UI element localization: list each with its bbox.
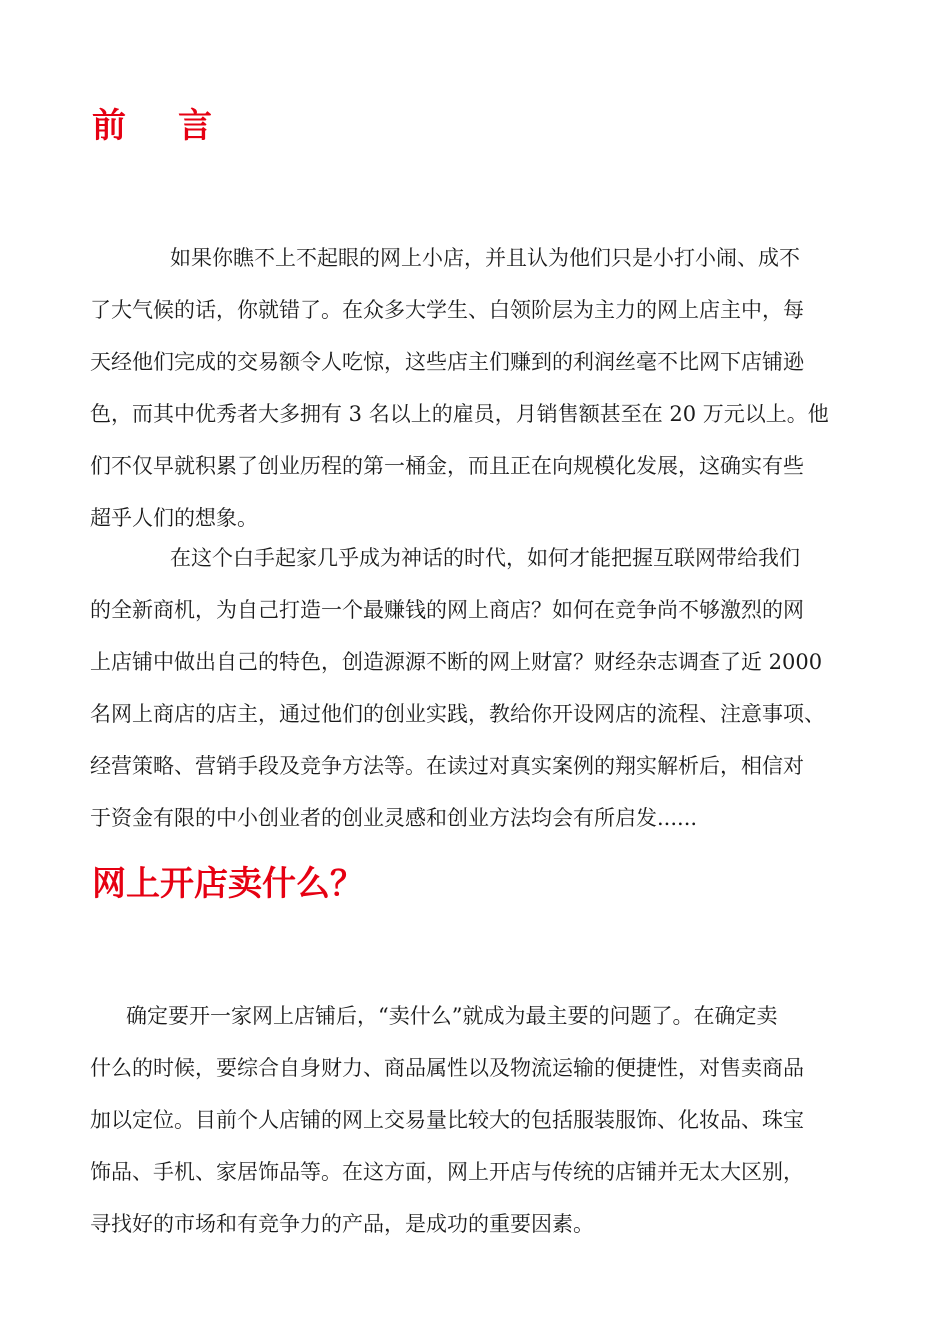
paragraph-line: 名网上商店的店主，通过他们的创业实践，教给你开设网店的流程、注意事项、 (90, 702, 825, 726)
paragraph-line: 确定要开一家网上店铺后，“卖什么”就成为最主要的问题了。在确定卖 (126, 1004, 778, 1028)
paragraph-line: 经营策略、营销手段及竞争方法等。在读过对真实案例的翔实解析后，相信对 (90, 754, 804, 778)
paragraph-line: 如果你瞧不上不起眼的网上小店，并且认为他们只是小打小闹、成不 (170, 246, 800, 270)
preface-heading-left: 前 (92, 106, 128, 146)
paragraph-line: 的全新商机，为自己打造一个最赚钱的网上商店？如何在竞争尚不够激烈的网 (90, 598, 804, 622)
paragraph-line: 在这个白手起家几乎成为神话的时代，如何才能把握互联网带给我们 (170, 546, 800, 570)
section-paragraph-what-to-sell (90, 990, 860, 1250)
paragraph-line: 加以定位。目前个人店铺的网上交易量比较大的包括服装服饰、化妆品、珠宝 (90, 1108, 804, 1132)
paragraph-line: 于资金有限的中小创业者的创业灵感和创业方法均会有所启发...... (90, 806, 698, 830)
paragraph-line: 们不仅早就积累了创业历程的第一桶金，而且正在向规模化发展，这确实有些 (90, 454, 804, 478)
paragraph-line: 什么的时候，要综合自身财力、商品属性以及物流运输的便捷性，对售卖商品 (90, 1056, 804, 1080)
paragraph-line: 寻找好的市场和有竞争力的产品，是成功的重要因素。 (90, 1212, 594, 1236)
preface-heading (92, 106, 214, 146)
preface-paragraph-2 (90, 532, 860, 844)
section-heading-what-to-sell: 网上开店卖什么？ (92, 864, 364, 904)
paragraph-line: 饰品、手机、家居饰品等。在这方面，网上开店与传统的店铺并无太大区别， (90, 1160, 804, 1184)
preface-heading-right: 言 (178, 106, 214, 146)
paragraph-line: 了大气候的话，你就错了。在众多大学生、白领阶层为主力的网上店主中，每 (90, 298, 804, 322)
preface-paragraph-1 (90, 232, 860, 544)
paragraph-line: 上店铺中做出自己的特色，创造源源不断的网上财富？财经杂志调查了近 2000 (90, 650, 823, 674)
paragraph-line: 色，而其中优秀者大多拥有 3 名以上的雇员，月销售额甚至在 20 万元以上。他 (90, 402, 829, 426)
paragraph-line: 天经他们完成的交易额令人吃惊，这些店主们赚到的利润丝毫不比网下店铺逊 (90, 350, 804, 374)
paragraph-line: 超乎人们的想象。 (90, 506, 258, 530)
